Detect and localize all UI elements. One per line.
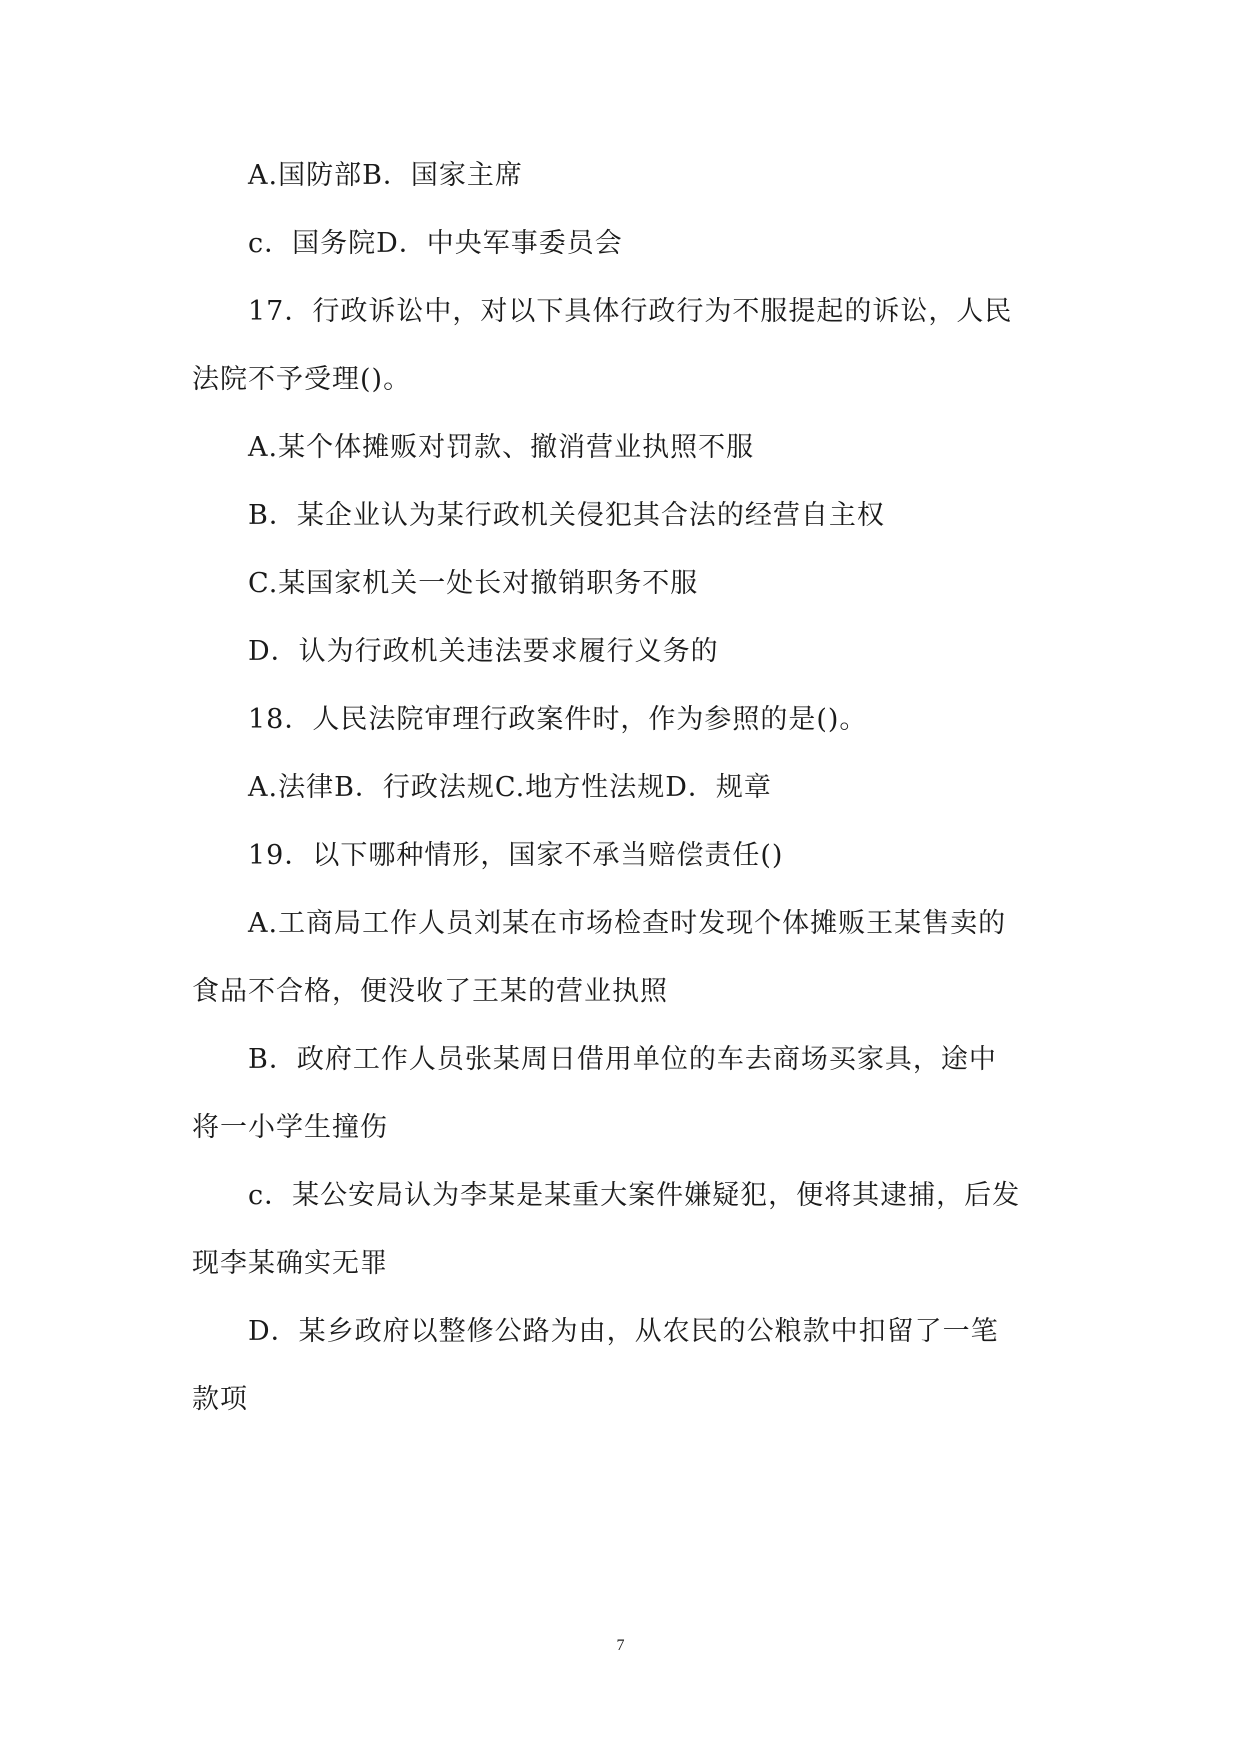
- text-line-option-19b: B．政府工作人员张某周日借用单位的车去商场买家具，途中: [248, 1044, 997, 1075]
- text-line-option-19a-cont: 食品不合格，便没收了王某的营业执照: [192, 976, 668, 1007]
- text-line-option-19c: c．某公安局认为李某是某重大案件嫌疑犯，便将其逮捕，后发: [248, 1180, 1021, 1211]
- text-line-option-17d: D．认为行政机关违法要求履行义务的: [248, 636, 719, 667]
- text-line-option-16cd: c．国务院D．中央军事委员会: [248, 228, 623, 259]
- text-line-question-19: 19．以下哪种情形，国家不承当赔偿责任(): [248, 840, 784, 871]
- text-line-options-18: A.法律B．行政法规C.地方性法规D．规章: [248, 772, 772, 803]
- text-line-option-19a: A.工商局工作人员刘某在市场检查时发现个体摊贩王某售卖的: [248, 908, 1007, 939]
- text-line-option-19d: D．某乡政府以整修公路为由，从农民的公粮款中扣留了一笔: [248, 1316, 999, 1347]
- text-line-option-19d-cont: 款项: [192, 1384, 248, 1415]
- text-line-option-16ab: A.国防部B．国家主席: [248, 160, 523, 191]
- text-line-option-17b: B．某企业认为某行政机关侵犯其合法的经营自主权: [248, 500, 885, 531]
- text-line-option-19b-cont: 将一小学生撞伤: [192, 1112, 388, 1143]
- text-line-option-17c: C.某国家机关一处长对撤销职务不服: [248, 568, 699, 599]
- text-line-question-17-cont: 法院不予受理()。: [192, 364, 412, 395]
- text-line-option-19c-cont: 现李某确实无罪: [192, 1248, 388, 1279]
- page-number: 7: [616, 1637, 625, 1654]
- text-line-question-18: 18．人民法院审理行政案件时，作为参照的是()。: [248, 704, 868, 735]
- text-line-question-17: 17．行政诉讼中，对以下具体行政行为不服提起的诉讼，人民: [248, 296, 1013, 327]
- text-line-option-17a: A.某个体摊贩对罚款、撤消营业执照不服: [248, 432, 755, 463]
